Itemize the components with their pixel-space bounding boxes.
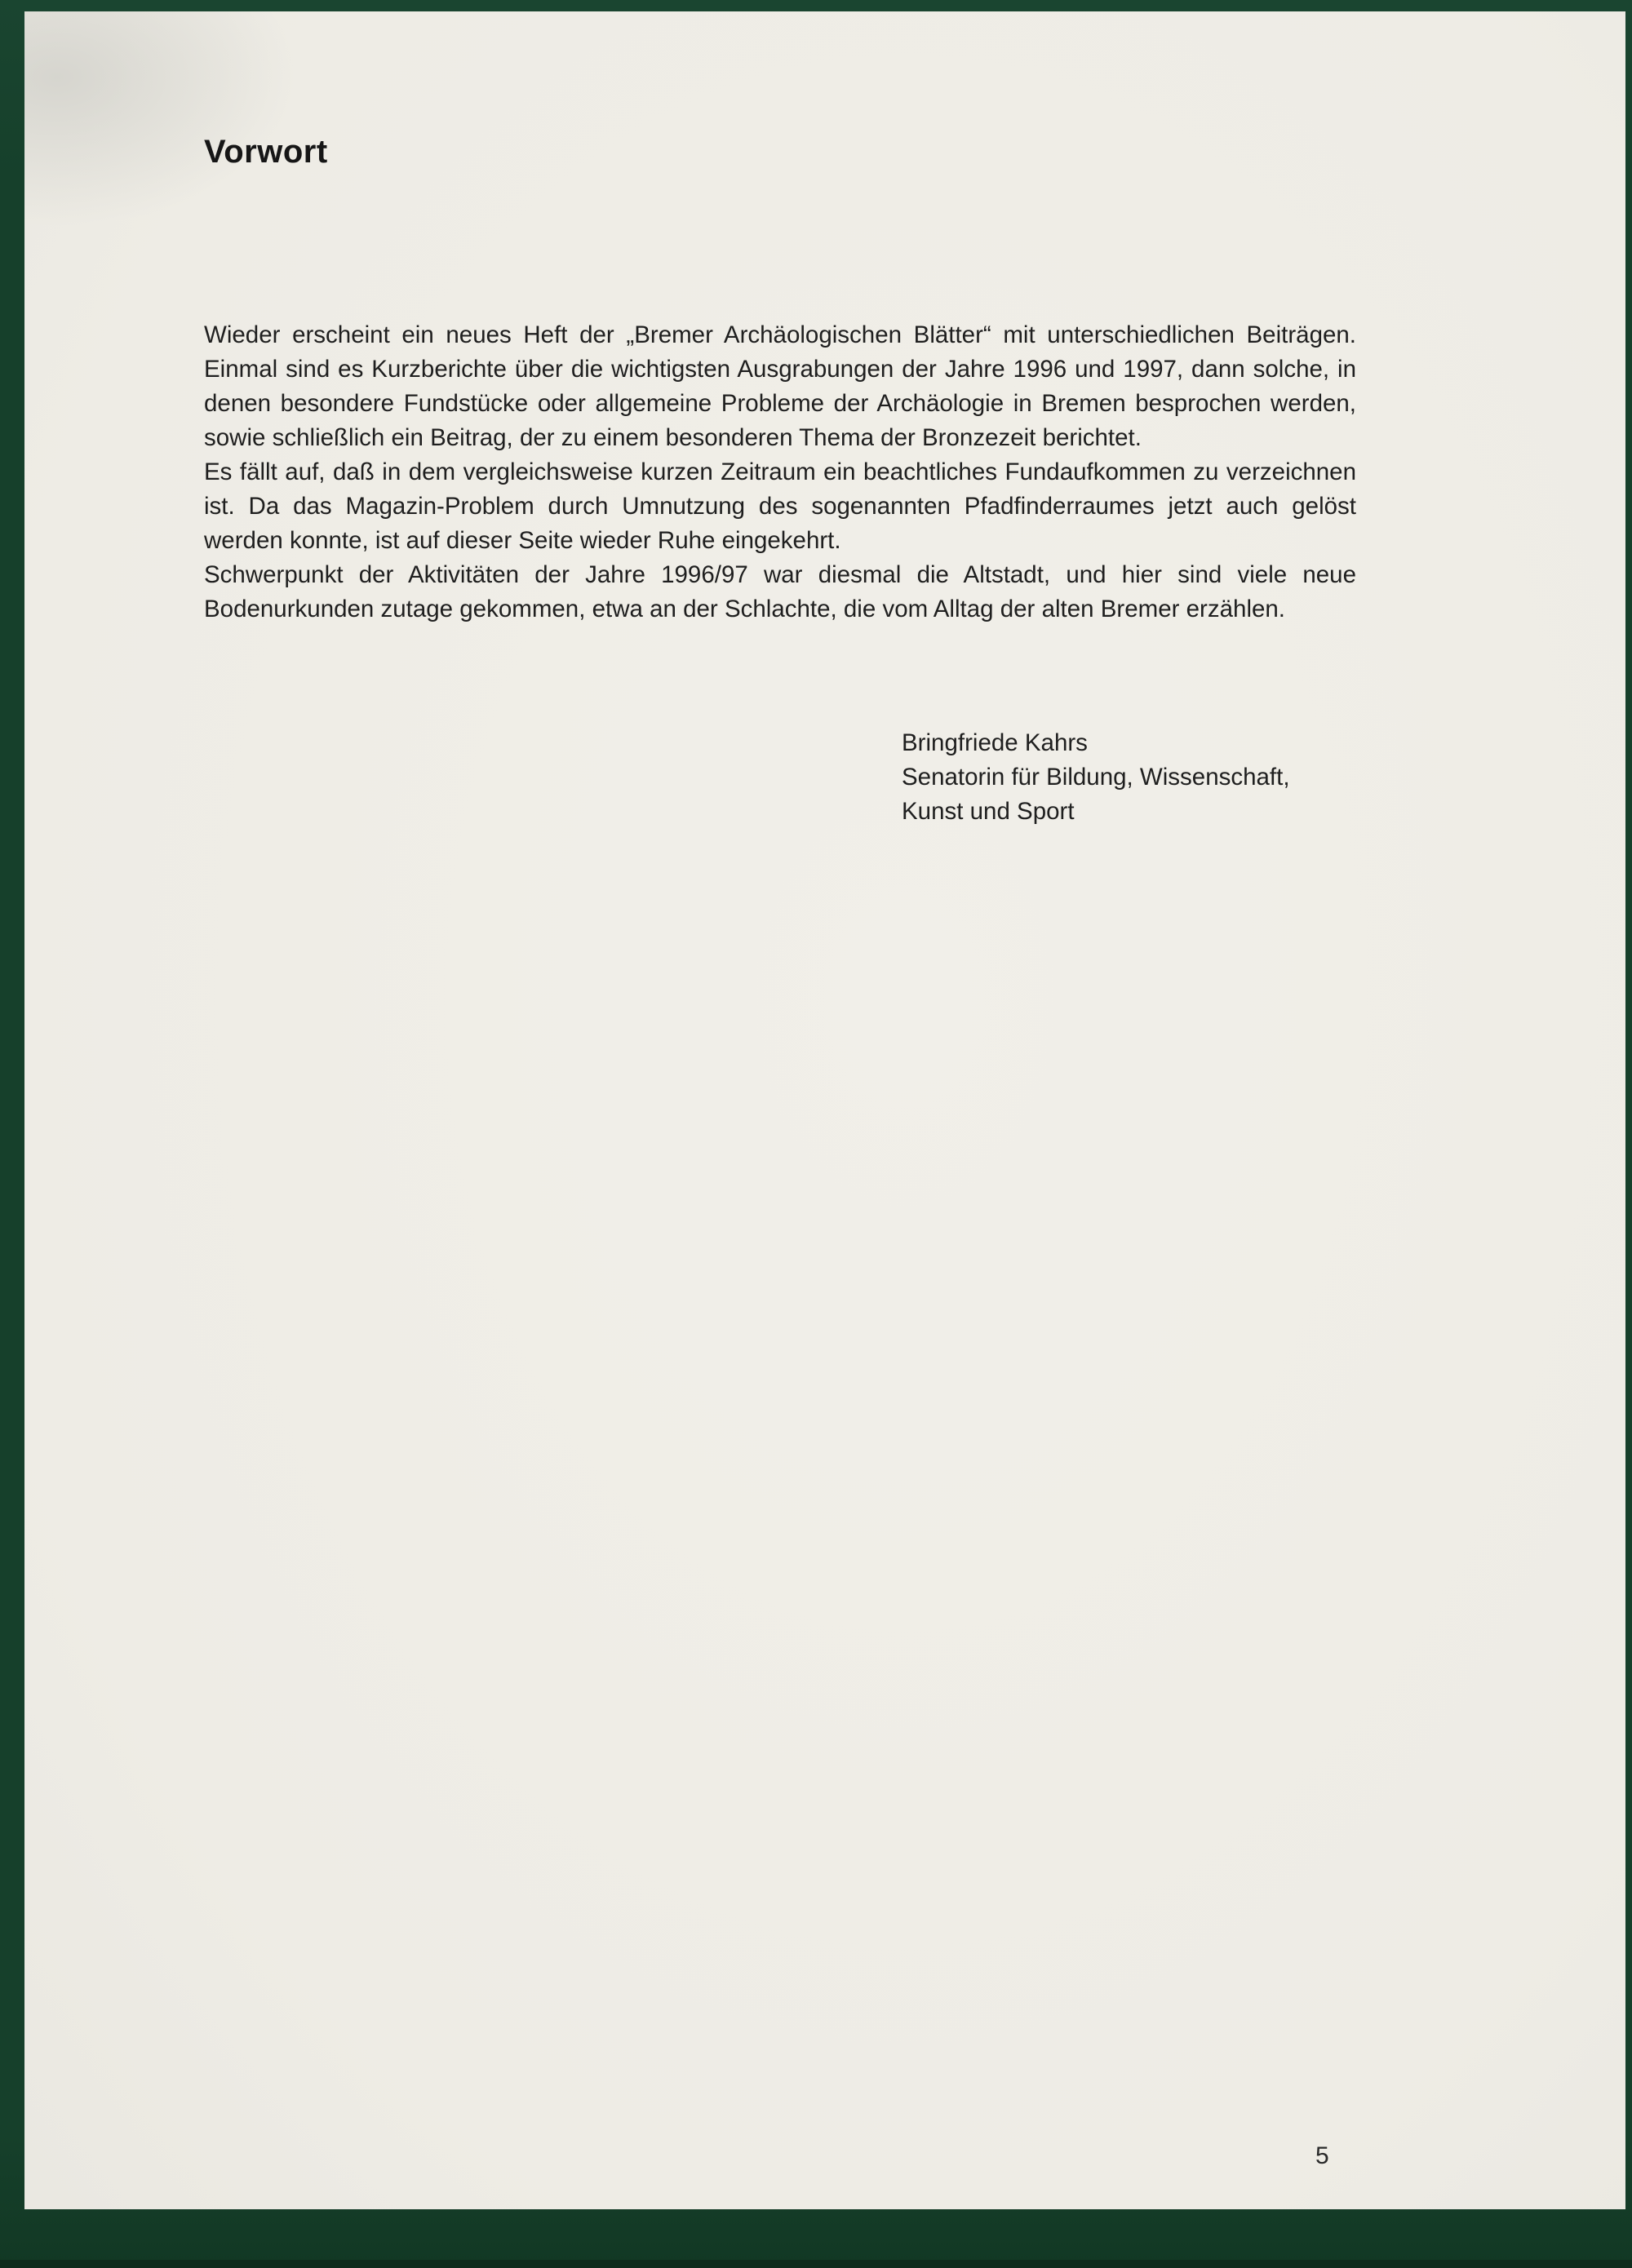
paragraph-3: Schwerpunkt der Aktivitäten der Jahre 1996/97 war diesmal die Altstadt, und hier sind viele neue Bodenurkunden zutage gekommen, etwa an der Schlachte, die vom Alltag der alten Bremer erzählen. <box>204 561 1356 622</box>
page-number: 5 <box>1315 2142 1329 2169</box>
signature-block <box>902 726 1290 829</box>
body-text <box>204 318 1356 627</box>
page-title: Vorwort <box>204 134 328 170</box>
paragraph-1: Wieder erscheint ein neues Heft der „Bremer Archäologischen Blätter“ mit unterschiedlichen Beiträgen. Einmal sind es Kurzberichte über die wichtigsten Ausgrabungen der Jahre 1996 und 1997, dann solche, in denen besondere Fundstücke oder allgemeine Probleme der Archäologie in Bremen besprochen werden, sowie schließlich ein Beitrag, der zu einem besonderen Thema der Bronzezeit berichtet. <box>204 321 1356 451</box>
paragraph-2: Es fällt auf, daß in dem vergleichsweise kurzen Zeitraum ein beachtliches Fundaufkommen zu verzeichnen ist. Da das Magazin-Problem durch Umnutzung des sogenannten Pfadfinderraumes jetzt auch gelöst werden konnte, ist auf dieser Seite wieder Ruhe eingekehrt. <box>204 458 1356 554</box>
signature-name: Bringfriede Kahrs <box>902 729 1088 756</box>
signature-role-line-1: Senatorin für Bildung, Wissenschaft, <box>902 764 1290 791</box>
document-page <box>24 11 1625 2209</box>
signature-role-line-2: Kunst und Sport <box>902 798 1075 825</box>
